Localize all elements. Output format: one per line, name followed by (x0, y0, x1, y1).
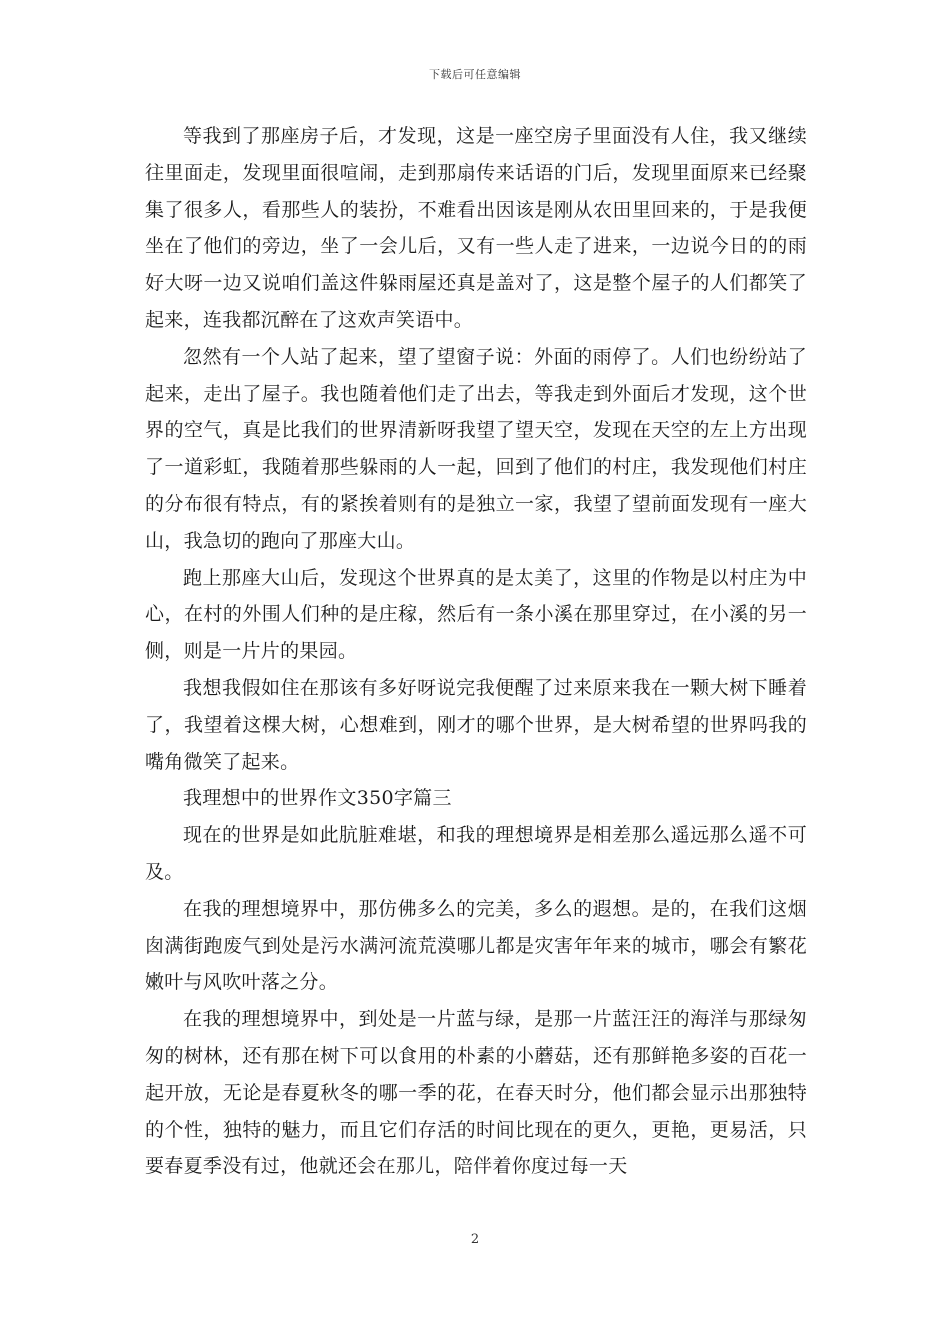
paragraph: 忽然有一个人站了起来，望了望窗子说：外面的雨停了。人们也纷纷站了起来，走出了屋子。我也随着他们走了出去，等我走到外面后才发现，这个世界的空气，真是比我们的世界清新呀我望了望天空，发现在天空的左上方出现了一道彩虹，我随着那些躲雨的人一起，回到了他们的村庄，我发现他们村庄的分布很有特点，有的紧挨着则有的是独立一家，我望了望前面发现有一座大山，我急切的跑向了那座大山。 (145, 345, 807, 552)
paragraph: 在我的理想境界中，到处是一片蓝与绿，是那一片蓝汪汪的海洋与那绿匆匆的树林，还有那在树下可以食用的朴素的小蘑菇，还有那鲜艳多姿的百花一起开放，无论是春夏秋冬的哪一季的花，在春天时分，他们都会显示出那独特的个性，独特的魅力，而且它们存活的时间比现在的更久，更艳，更易活，只要春夏季没有过，他就还会在那儿，陪伴着你度过每一天 (145, 1008, 807, 1178)
paragraph: 等我到了那座房子后，才发现，这是一座空房子里面没有人住，我又继续往里面走，发现里面很喧闹，走到那扇传来话语的门后，发现里面原来已经聚集了很多人，看那些人的装扮，不难看出因该是刚从农田里回来的，于是我便坐在了他们的旁边，坐了一会儿后，又有一些人走了进来，一边说今日的的雨好大呀一边又说咱们盖这件躲雨屋还真是盖对了，这是整个屋子的人们都笑了起来，连我都沉醉在了这欢声笑语中。 (145, 125, 807, 331)
section-heading: 我理想中的世界作文350字篇三 (183, 787, 452, 810)
paragraph: 跑上那座大山后，发现这个世界真的是太美了，这里的作物是以村庄为中心，在村的外围人们种的是庄稼，然后有一条小溪在那里穿过，在小溪的另一侧，则是一片片的果园。 (145, 566, 807, 663)
paragraph: 现在的世界是如此肮脏难堪，和我的理想境界是相差那么遥远那么遥不可及。 (145, 824, 807, 883)
page-header: 下载后可任意编辑 (429, 68, 521, 81)
page-number: 2 (470, 1232, 480, 1247)
paragraph: 我想我假如住在那该有多好呀说完我便醒了过来原来我在一颗大树下睡着了，我望着这棵大树，心想难到，刚才的哪个世界，是大树希望的世界吗我的嘴角微笑了起来。 (145, 676, 807, 773)
paragraph: 在我的理想境界中，那仿佛多么的完美，多么的遐想。是的，在我们这烟囱满街跑废气到处是污水满河流荒漠哪儿都是灾害年年来的城市，哪会有繁花嫩叶与风吹叶落之分。 (145, 897, 807, 994)
document-body (145, 118, 807, 1185)
